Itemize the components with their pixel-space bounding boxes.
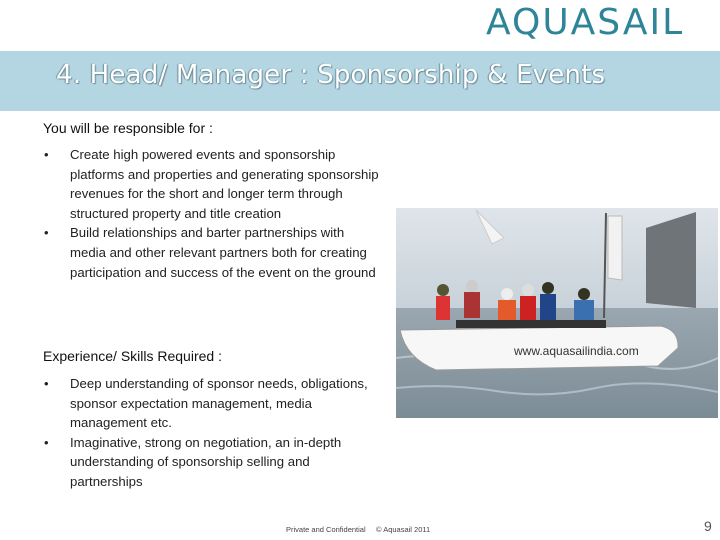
slide-title: 4. Head/ Manager : Sponsorship & Events [56,60,606,90]
list-item: • Build relationships and barter partnerships with media and other relevant partners both for creating participation and success of the event on the ground [44,225,376,280]
responsibilities-list [0,145,382,282]
company-logo: AQUASAIL [486,2,685,43]
bullet-icon: • [44,147,49,162]
list-item: • Imaginative, strong on negotiation, an in-depth understanding of sponsorship selling and partnerships [44,434,342,489]
list-item: • Create high powered events and sponsorship platforms and properties and generating sponsorship revenues for the short and longer term through structured property and title creation [44,147,379,221]
responsibilities-heading: You will be responsible for : [43,120,213,136]
footer-copyright: © Aquasail 2011 [376,525,431,534]
page-number: 9 [704,518,712,534]
experience-list [0,374,382,492]
bullet-icon: • [44,434,49,450]
experience-heading: Experience/ Skills Required : [43,348,222,364]
sailing-photo [396,208,718,418]
list-item: • Deep understanding of sponsor needs, obligations, sponsor expectation management, media management etc. [44,376,368,431]
bullet-icon: • [44,376,49,391]
bullet-icon: • [44,225,49,241]
hull-text: www.aquasailindia.com [514,344,639,358]
footer-confidential: Private and Confidential [286,525,366,534]
